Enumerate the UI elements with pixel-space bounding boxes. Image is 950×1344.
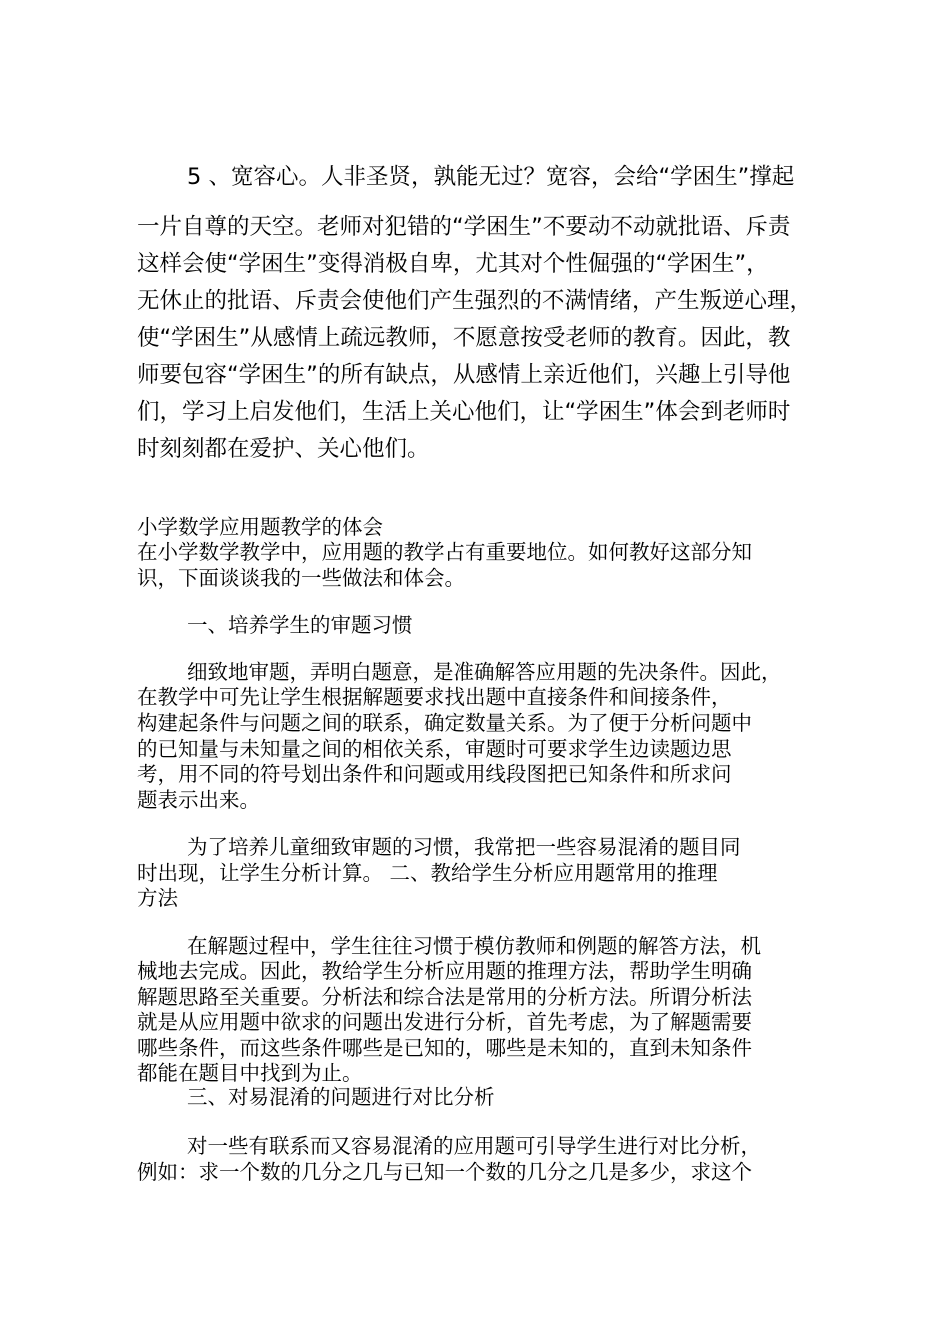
- body-line: 哪些条件，而这些条件哪些是已知的，哪些是未知的，直到未知条件: [137, 1036, 752, 1060]
- body-line: 时出现，让学生分析计算。 二、教给学生分析应用题常用的推理: [137, 861, 718, 885]
- paragraph-line: 无休止的批语、斥责会使他们产生强烈的不满情绪，产生叛逆心理，: [137, 288, 813, 314]
- body-line: 题表示出来。: [137, 788, 260, 812]
- paragraph-line: 一片自尊的天空。老师对犯错的“学困生”不要动不动就批语、斥责: [137, 214, 791, 240]
- body-line: 例如：求一个数的几分之几与已知一个数的几分之几是多少，求这个: [137, 1160, 752, 1184]
- body-line: 械地去完成。因此，教给学生分析应用题的推理方法，帮助学生明确: [137, 959, 752, 983]
- paragraph-line: 时刻刻都在爱护、关心他们。: [137, 436, 430, 462]
- section-heading: 三、对易混淆的问题进行对比分析: [187, 1085, 495, 1109]
- body-line: 对一些有联系而又容易混淆的应用题可引导学生进行对比分析，: [187, 1134, 761, 1158]
- body-line: 就是从应用题中欲求的问题出发进行分析，首先考虑，为了解题需要: [137, 1010, 752, 1034]
- body-line: 的已知量与未知量之间的相依关系，审题时可要求学生边读题边思: [137, 737, 732, 761]
- paragraph-line: 5 、宽容心。人非圣贤，孰能无过？宽容，会给“学困生”撑起: [187, 164, 795, 190]
- section-heading: 一、培养学生的审题习惯: [187, 613, 413, 637]
- body-line: 细致地审题，弄明白题意，是准确解答应用题的先决条件。因此，: [187, 660, 782, 684]
- paragraph-line: 们，学习上启发他们，生活上关心他们，让“学困生”体会到老师时: [137, 399, 791, 425]
- article-title: 小学数学应用题教学的体会: [137, 515, 383, 539]
- body-line: 方法: [137, 886, 178, 910]
- body-line: 在教学中可先让学生根据解题要求找出题中直接条件和间接条件，: [137, 685, 732, 709]
- body-line: 在解题过程中，学生往往习惯于模仿教师和例题的解答方法，机: [187, 934, 761, 958]
- body-line: 解题思路至关重要。分析法和综合法是常用的分析方法。所谓分析法: [137, 985, 752, 1009]
- intro-line: 在小学数学教学中，应用题的教学占有重要地位。如何教好这部分知: [137, 540, 752, 564]
- paragraph-line: 师要包容“学困生”的所有缺点，从感情上亲近他们，兴趣上引导他: [137, 362, 791, 388]
- paragraph-line: 这样会使“学困生”变得消极自卑，尤其对个性倔强的“学困生”，: [137, 251, 769, 277]
- intro-line: 识，下面谈谈我的一些做法和体会。: [137, 566, 465, 590]
- body-line: 构建起条件与问题之间的联系，确定数量关系。为了便于分析问题中: [137, 711, 752, 735]
- body-line: 都能在题目中找到为止。: [137, 1061, 363, 1085]
- paragraph-line: 使“学困生”从感情上疏远教师，不愿意按受老师的教育。因此，教: [137, 325, 791, 351]
- body-line: 为了培养儿童细致审题的习惯，我常把一些容易混淆的题目同: [187, 835, 741, 859]
- body-line: 考，用不同的符号划出条件和问题或用线段图把已知条件和所求问: [137, 762, 732, 786]
